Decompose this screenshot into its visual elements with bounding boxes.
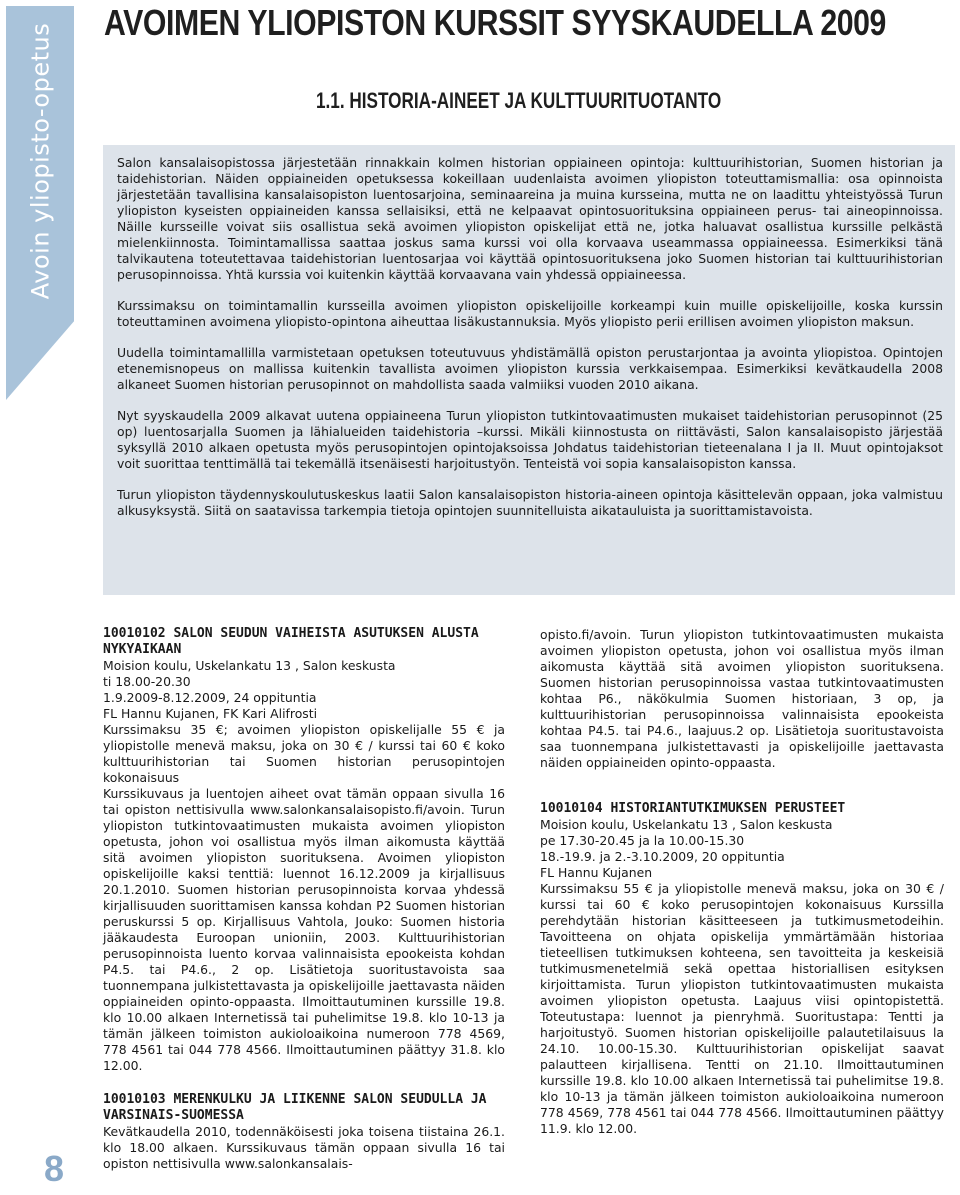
course-dates: 1.9.2009-8.12.2009, 24 oppituntia xyxy=(103,690,317,705)
spacer xyxy=(103,1074,505,1092)
course-time: ti 18.00-20.30 xyxy=(103,674,191,689)
course-description: Kurssikuvaus ja luentojen aiheet ovat tämän oppaan sivulla 16 tai opiston nettisivulla www.salonkansalaisopisto.fi/avoin. Turun yliopiston tutkintovaatimusten mukaista avoimen yliopiston opetusta, johon voi osallistua myös ilman aikomusta käyttää sitä avoimen yliopiston suorituksena. Avoimen yliopiston opiskelijoille kaksi tenttiä: luennot 16.12.2009 ja kirjallisuus 20.1.2010. Suomen historian perusopinnoista korvaa yhdessä kirjallisuuden suorittamisen kanssa kohdan P2 Suomen historian peruskurssi 5 op. Kirjallisuus Vahtola, Jouko: Suomen historia jääkaudesta Euroopan unioniin, 2003. Kulttuurihistorian perusopinnoista luento korvaa valinnaisista epookeista kohdan P4.5. tai P4.6., 2 op. Lisätietoja suoritustavoista saa tuonnempana julkistettavasta ja opiskelijoille jaettavasta näiden oppiaineiden opinto-oppaasta. Ilmoittautuminen kurssille 19.8. klo 10.00 alkaen Internetissä tai puhelimitse 19.8. klo 10-13 ja tämän jälkeen toimiston aukioloaikoina numeroon 778 4569, 778 4561 tai 044 778 4566. Ilmoittautuminen päättyy 31.8. klo 12.00. xyxy=(103,786,505,1073)
sidebar-label: Avoin yliopisto-opetus xyxy=(26,22,54,300)
intro-paragraph: Kurssimaksu on toimintamallin kursseilla avoimen yliopiston opiskelijoille korkeampi kuin muille opiskelijoille, koska kurssin toteuttaminen avoimena yliopisto-opintona aiheuttaa lisäkustannuksia. Myös yliopisto perii erillisen avoimen yliopiston maksun. xyxy=(117,298,943,329)
right-column xyxy=(540,627,944,1137)
sidebar-label-wrap xyxy=(6,6,74,316)
intro-paragraph: Uudella toimintamallilla varmistetaan opetuksen toteutuvuus yhdistämällä opiston perustarjontaa ja avointa yliopistoa. Opintojen etenemisnopeus on mallissa kuitenkin tavallista avoimen yliopiston kurssia verkkaisempaa. Esimerkiksi kevätkaudella 2008 alkaneet Suomen historian perusopinnot on mahdollista saada valmiiksi vuoden 2010 aikana. xyxy=(117,345,943,392)
course-title: 10010102 SALON SEUDUN VAIHEISTA ASUTUKSEN ALUSTA NYKYAIKAAN xyxy=(103,626,479,657)
course-teacher: FL Hannu Kujanen xyxy=(540,865,653,880)
page-title: AVOIMEN YLIOPISTON KURSSIT SYYSKAUDELLA 2009 xyxy=(104,2,886,43)
page-number: 8 xyxy=(43,1148,65,1189)
spacer xyxy=(540,771,944,801)
course-description: Kevätkaudella 2010, todennäköisesti joka toisena tiistaina 26.1. klo 18.00 alkaen. Kurssikuvaus tämän oppaan sivulla 16 tai opiston nettisivulla www.salonkansalais- xyxy=(103,1124,505,1171)
course-fee: Kurssimaksu 35 €; avoimen yliopiston opiskelijalle 55 € ja yliopistolle menevä maksu, joka on 30 € / kurssi tai 60 € koko kulttuurihistorian tai Suomen historian perusopintojen kokonaisuus xyxy=(103,722,505,785)
course-location: Moision koulu, Uskelankatu 13 , Salon keskusta xyxy=(540,817,833,832)
course-dates: 18.-19.9. ja 2.-3.10.2009, 20 oppituntia xyxy=(540,849,785,864)
course-title: 10010104 HISTORIANTUTKIMUKSEN PERUSTEET xyxy=(540,801,846,816)
course-10010103 xyxy=(103,1092,505,1172)
course-10010104 xyxy=(540,801,944,1137)
left-column xyxy=(103,626,505,1172)
intro-text xyxy=(117,155,943,534)
course-time: pe 17.30-20.45 ja la 10.00-15.30 xyxy=(540,833,745,848)
intro-paragraph: Salon kansalaisopistossa järjestetään rinnakkain kolmen historian oppiaineen opintoja: kulttuurihistorian, Suomen historian ja taidehistorian. Näiden oppiaineiden opetuksessa kokeillaan uudenlaista avoimen yliopiston toteuttamismallia: osa opinnoista järjestetään tavallisina kansalaisopiston luentosarjoina, seminaareina ja muina kursseina, mutta ne on laadittu yhteistyössä Turun yliopiston kyseisten oppiaineiden kanssa sellaisiksi, että ne kelpaavat opintosuorituksina oppiaineen perus- tai aineopinnoissa. Näille kursseille voivat siis osallistua sekä avoimen yliopiston opiskelijat että ne, jotka haluavat osallistua kurssille pelkästä mielenkiinnosta. Toimintamallissa saattaa joskus sama kurssi voi olla korvaava useammassa oppiaineessa. Esimerkiksi tänä talvikautena toteutettavaa taidehistorian luentosarjaa voi käyttää opintosuorituksena joko Suomen historian tai kulttuurihistorian perusopinnoissa. Yhtä kurssia voi kuitenkin käyttää korvaavana vain yhdessä oppiaineessa. xyxy=(117,155,943,282)
course-teachers: FL Hannu Kujanen, FK Kari Alifrosti xyxy=(103,706,318,721)
course-10010102 xyxy=(103,626,505,1074)
section-title: 1.1. HISTORIA-AINEET JA KULTTUURITUOTANTO xyxy=(316,88,722,113)
course-location: Moision koulu, Uskelankatu 13 , Salon keskusta xyxy=(103,658,396,673)
course-description-continued: opisto.fi/avoin. Turun yliopiston tutkintovaatimusten mukaista avoimen yliopiston opetusta, johon voi osallistua myös ilman aikomusta käyttää sitä avoimen yliopiston suorituksena. Suomen historian perusopinnoissa vastaa tutkintovaatimusten kohtaa P6., näkökulmia Suomen historiaan, 3 op, ja kulttuurihistorian perusopinnoissa valinnaisista epookeista kohtaa P4.5. tai P4.6., laajuus.2 op. Lisätietoja suoritustavoista saa tuonnempana julkistettavasti ja opiskelijoille jaettavasta näiden oppiaineiden opinto-oppaasta. xyxy=(540,627,944,770)
course-title: 10010103 MERENKULKU JA LIIKENNE SALON SEUDULLA JA VARSINAIS-SUOMESSA xyxy=(103,1092,487,1123)
intro-paragraph: Nyt syyskaudella 2009 alkavat uutena oppiaineena Turun yliopiston tutkintovaatimusten mukaiset taidehistorian perusopinnot (25 op) luentosarjalla Suomen ja lähialueiden taidehistoria –kurssi. Mikäli kiinnostusta on riittävästi, Salon kansalaisopisto järjestää syksyllä 2010 alkaen opetusta myös perusopintojen opintojaksoissa Johdatus taidehistorian tieteenalana I ja II. Muut opintojaksot voit suorittaa tenttimällä tai tekemällä itsenäisesti harjoitustyön. Tenteistä voi sopia kansalaisopiston kanssa. xyxy=(117,408,943,471)
intro-paragraph: Turun yliopiston täydennyskoulutuskeskus laatii Salon kansalaisopiston historia-aineen opintoja käsittelevän oppaan, joka valmistuu alkusyksystä. Siitä on saatavissa tarkempia tietoja opintojen suunnitelluista aikatauluista ja suorittamistavoista. xyxy=(117,487,943,518)
course-description: Kurssimaksu 55 € ja yliopistolle menevä maksu, joka on 30 € / kurssi tai 60 € koko perusopintojen kokonaisuus Kurssilla perehdytään historian käsitteeseen ja tutkimusmetodeihin. Tavoitteena on ohjata opiskelija ymmärtämään historiaa tieteellisen tutkimuksen kohteena, sen tavoitteita ja keskeisiä tutkimusmenetelmiä sekä opettaa historiallisen esityksen kirjoittamista. Turun yliopiston tutkintovaatimusten mukaista avoimen yliopiston opetusta. Laajuus viisi opintopistettä. Toteutustapa: luennot ja pienryhmä. Suoritustapa: Tentti ja harjoitustyö. Suomen historian opiskelijoille palautetilaisuus la 24.10. 10.00-15.30. Kulttuurihistorian opiskelijat saavat palautteen kirjallisena. Tentti on 21.10. Ilmoittautuminen kurssille 19.8. klo 10.00 alkaen Internetissä tai puhelimitse 19.8. klo 10-13 ja tämän jälkeen toimiston aukioloaikoina numeroon 778 4569, 778 4561 tai 044 778 4566. Ilmoittautuminen päättyy 11.9. klo 12.00. xyxy=(540,881,944,1136)
